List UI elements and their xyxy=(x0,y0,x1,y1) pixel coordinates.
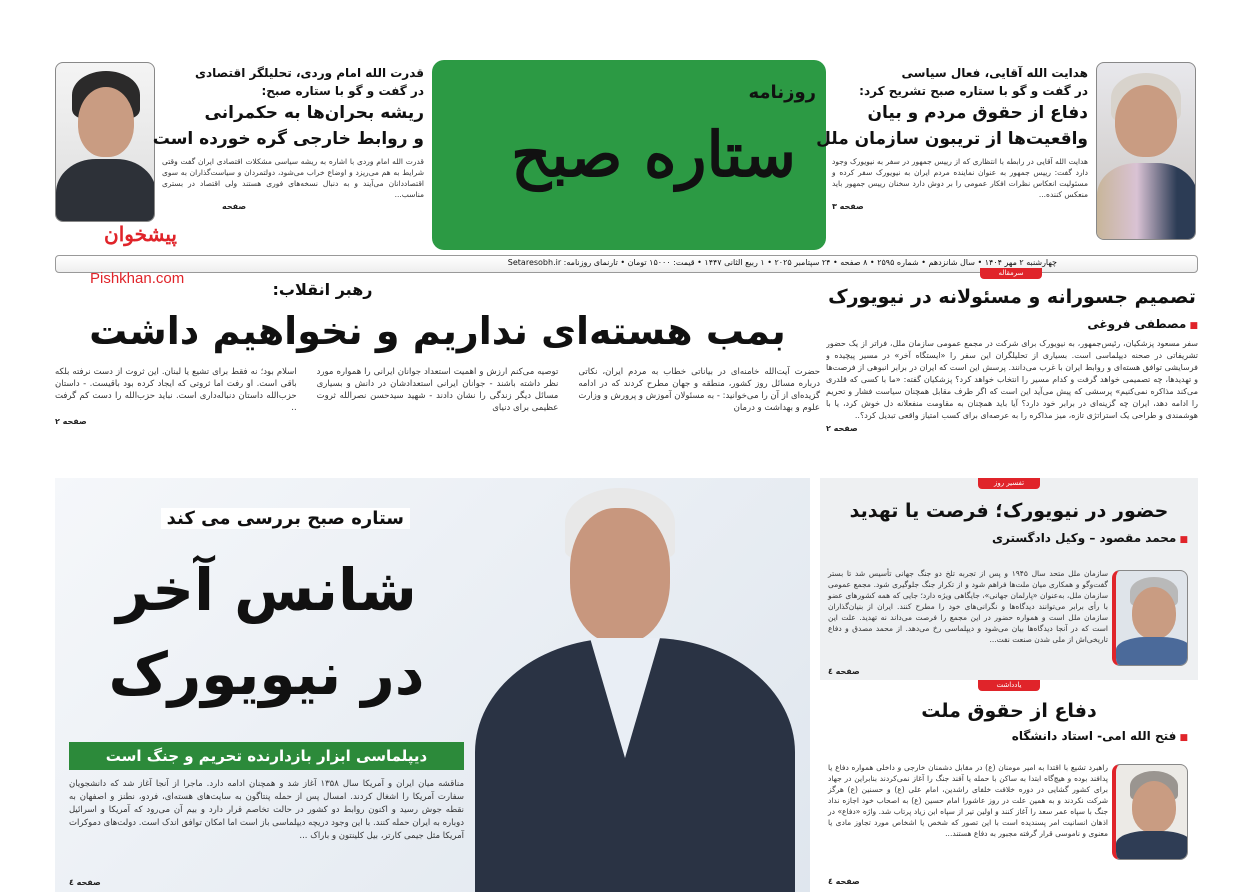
top-left-headline[interactable]: ریشه بحران‌ها به حکمرانی xyxy=(204,103,424,123)
lead-column: توصیه می‌کنم ارزش و اهمیت استعداد جوانان ایرانی را همواره مورد نظر داشته باشند - جوانان ایرانی استعدادشان در دانش و بسیاری مسائل دیگر زندگی را نشان دادند - شهید سیدحسن نصرالله ثروت عظیمی برای دنیای xyxy=(316,367,559,413)
president-photo xyxy=(475,478,810,892)
top-left-body: قدرت الله امام وردی با اشاره به ریشه سیاسی مشکلات اقتصادی ایران گفت وقتی شرایط به هم می‌ریزد و اوضاع خراب می‌شود، دولتمردان و سیاست‌گذاران به سوی اقتصاددانان می‌آیند و به دنبال نسخه‌های فوری هستند ولی اقتصاد در بستری مناسب... xyxy=(162,157,424,199)
editorial-body: سفر مسعود پزشکیان، رئیس‌جمهور، به نیویورک برای شرکت در مجمع عمومی سازمان ملل، فراتر از یک حضور تشریفاتی در صحنه دیپلماسی است. بسیاری از تحلیلگران این سفر را «ایستگاه آخر» در مسیر پیچیده و فرسایشی توافق هسته‌ای و روابط ایران با غرب می‌دانند. پرسش این است که ایران در برابر انبوهی از فرصت‌ها و تهدیدها، چه تصمیمی خواهد گرفت و کدام مسیر را انتخاب خواهد کرد؟ پزشکیان گفته: «ما با کسی که قلدری می‌کند مذاکره نمی‌کنیم» پرسشی که پیش می‌آید این است که اگر طرف مقابل همچنان سیاست فشار و تحریم را ادامه دهد، ایران چه گزینه‌ای در برابر خود دارد؟ آیا باید همچنان به مقاومت منفعلانه دل خوش کرد، یا با هوشمندی و طراحی یک استراتژی تازه، میز مذاکره را به عرصه‌ای برای کسب امتیاز واقعی تبدیل کرد؟.. xyxy=(826,339,1198,420)
analysis-title[interactable]: حضور در نیویورک؛ فرصت یا تهدید xyxy=(849,500,1169,522)
logo-text: ستاره صبح xyxy=(511,118,796,191)
watermark-en: Pishkhan.com xyxy=(90,270,185,287)
aghaei-photo xyxy=(1096,62,1196,240)
note-title[interactable]: دفاع از حقوق ملت xyxy=(921,700,1097,722)
top-left-kicker-2: در گفت و گو با ستاره صبح: xyxy=(261,84,424,98)
top-right-headline-2[interactable]: واقعیت‌ها از تریبون سازمان ملل xyxy=(816,129,1088,149)
top-right-headline[interactable]: دفاع از حقوق مردم و بیان xyxy=(867,103,1088,123)
page-ref[interactable]: صفحه ۳ xyxy=(832,202,864,211)
page-ref[interactable]: صفحه xyxy=(222,202,247,211)
ommi-photo xyxy=(1112,764,1188,860)
feature-headline-1: شانس آخر xyxy=(116,556,417,624)
feature-headline[interactable] xyxy=(69,548,464,716)
top-right-kicker: هدایت الله آقایی، فعال سیاسی xyxy=(901,66,1088,80)
page-ref[interactable]: صفحه ۲ xyxy=(826,424,858,433)
note-author: ■ فتح الله امی- استاد دانشگاه xyxy=(820,728,1188,746)
analysis-author: ■ محمد مقصود – وکیل دادگستری xyxy=(820,530,1188,548)
section-tag: تفسیر روز xyxy=(978,478,1040,489)
watermark-fa: پیشخوان xyxy=(104,222,177,246)
feature-subhead: دیپلماسی ابزار بازدارنده تحریم و جنگ است xyxy=(69,742,464,770)
maghsoud-photo xyxy=(1112,570,1188,666)
top-right-body: هدایت الله آقایی در رابطه با انتظاری که از رییس جمهور در سفر به نیویورک وجود دارد گفت: رییس جمهور به عنوان نماینده مردم ایران به نیویورک سفر کرده و مسئولیت انعکاس نظرات افکار عمومی را بر دوش دارد سخنان رییس جمهور باید منعکس کننده... xyxy=(832,157,1088,199)
analysis-body: سازمان ملل متحد سال ۱۹۴۵ و پس از تجربه تلخ دو جنگ جهانی تأسیس شد تا بستر گفت‌وگو و همکاری میان ملت‌ها فراهم شود و از تکرار جنگ جلوگیری شود. مجمع عمومی سازمان ملل، به‌عنوان «پارلمان جهانی»، جایگاهی ویژه دارد؛ جایی که همه کشورهای عضو با رأی برابر می‌توانند دیدگاه‌ها و نگرانی‌های خود را مطرح کنند. ایران از بنیان‌گذاران سازمان ملل است و همواره حضور در این مجمع را فرصت می‌داند نه تهدید. علت این است که در آنجا دیدگاه‌ها بیان می‌شود و دیپلماسی رخ می‌دهد. از محمد مصدق و دفاع تاریخی‌اش از ملی شدن صنعت نفت... xyxy=(828,569,1109,644)
top-left-headline-2[interactable]: و روابط خارجی گره خورده است xyxy=(152,129,424,149)
page-ref[interactable]: صفحه ٤ xyxy=(69,878,101,887)
dateline: چهارشنبه ۲ مهر ۱۴۰۴ • سال شانزدهم • شماره ۲۵۹۵ • ۸ صفحه • ۲۴ سپتامبر ۲۰۲۵ • ۱ ربیع الثانی ۱۴۴۷ • قیمت: ۱۵۰۰۰ تومان • تارنمای روزنامه: Setaresobh.ir xyxy=(507,258,1057,267)
lead-headline[interactable]: بمب هسته‌ای نداریم و نخواهیم داشت xyxy=(89,309,786,353)
section-tag: یادداشت xyxy=(978,680,1040,691)
editorial-title[interactable]: تصمیم جسورانه و مسئولانه در نیویورک xyxy=(828,286,1196,308)
lead-column: اسلام بود؛ نه فقط برای تشیع یا لبنان. این ثروت از دست نرفته بلکه باقی است. او رفت اما ثروتی که ایجاد کرده بود باقیست. - داستان حزب‌الله داستان دنباله‌داری است. نباید حزب‌الله را دست کم گرفت .. xyxy=(54,367,297,413)
page-ref[interactable]: صفحه ۲ xyxy=(55,417,87,426)
top-right-kicker-2: در گفت و گو با ستاره صبح تشریح کرد: xyxy=(859,84,1088,98)
page-ref[interactable]: صفحه ٤ xyxy=(828,667,860,676)
top-left-kicker: قدرت الله امام وردی، تحلیلگر اقتصادی xyxy=(194,66,424,80)
feature-kicker: ستاره صبح بررسی می کند xyxy=(161,508,410,529)
logo-prefix: روزنامه xyxy=(748,82,816,103)
watermark xyxy=(90,222,210,288)
feature-body: مناقشه میان ایران و آمریکا سال ۱۳۵۸ آغاز شد و همچنان ادامه دارد. ماجرا از آنجا آغاز شد که دانشجویان سفارت آمریکا را اشغال کردند. امسال پس از حمله پنتاگون به سایت‌های هسته‌ای، فردو، نطنز و اصفهان به نقطه جوش رسید و اکنون روابط دو کشور در حالت تخاصم قرار دارد و بیم آن می‌رود که آمریکا و اسرائیل دوباره به ایران حمله کنند. با این وجود دریچه دیپلماسی باز است اما امکان توافق اندک است. دولت‌های دموکرات آمریکا مثل جیمی کارتر، بیل کلینتون و باراک ... xyxy=(69,779,465,841)
lead-kicker: رهبر انقلاب: xyxy=(272,280,373,299)
feature-headline-2: در نیویورک xyxy=(108,640,425,708)
masthead-logo xyxy=(432,60,826,250)
feature-panel xyxy=(55,478,810,892)
analysis-panel xyxy=(820,478,1198,680)
page-ref[interactable]: صفحه ٤ xyxy=(828,877,860,886)
emamverdi-photo xyxy=(55,62,155,222)
section-tag: سرمقاله xyxy=(980,268,1042,279)
editorial-author: ■ مصطفی فروغی xyxy=(826,316,1198,334)
lead-column: حضرت آیت‌الله خامنه‌ای در بیاناتی خطاب به مردم ایران، نکاتی درباره مسائل روز کشور، منطقه و جهان مطرح کردند که در ادامه گزیده‌ای از آن را می‌خوانید: - به مسئولان آموزش و پرورش و وزارت علوم و بهداشت و درمان xyxy=(578,367,820,413)
note-body: راهبرد تشیع با اقتدا به امیر مومنان (ع) در مقابل دشمنان خارجی و داخلی همواره دفاع یا پدافند بوده و هیچ‌گاه ابتدا به ساکن با حمله یا آفند جنگ را آغاز نمی‌کردند بنابراین در جهاد برای کشور گشایی در دوره خلافت خلفای راشدین، امام علی (ع) و حسنین (ع) هرگز شرکت نکردند و به همین علت در روز عاشورا امام حسین (ع) به اصحاب خود اجازه نداد جنگ با سپاه عمر سعد را آغاز کنند و اولین تیر از سپاه ابن زیاد پرتاب شد. واژه «دفاع» در اذهان انسانیت امر پسندیده است با این تصور که شخص یا اشخاص مورد تجاوز مادی یا معنوی و ناموسی قرار گرفته مجبور به دفاع هستند... xyxy=(828,763,1108,838)
